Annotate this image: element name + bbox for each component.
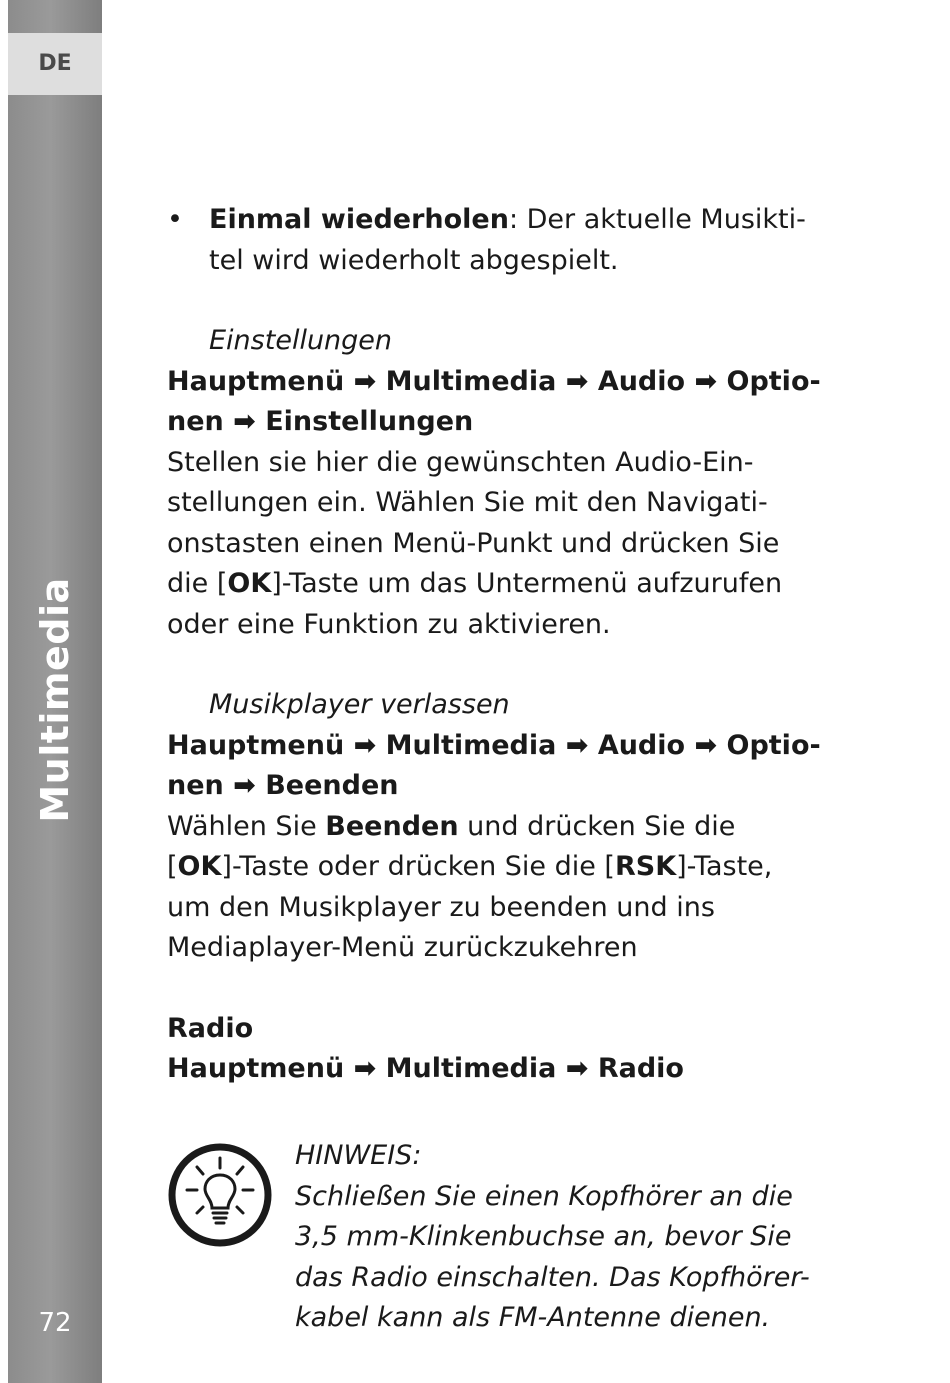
arrow-right-icon: ➡ bbox=[694, 365, 718, 397]
settings-nav-path-line1: Hauptmenü ➡ Multimedia ➡ Audio ➡ Optio- bbox=[167, 365, 821, 397]
note-line3: das Radio einschalten. Das Kopfhörer- bbox=[295, 1261, 810, 1293]
note-title: HINWEIS: bbox=[295, 1140, 422, 1171]
arrow-right-icon: ➡ bbox=[353, 729, 377, 761]
settings-body-line4: die [OK]-Taste um das Untermenü aufzurufen bbox=[167, 568, 783, 599]
settings-body-line2: stellungen ein. Wählen Sie mit den Navigati- bbox=[167, 487, 768, 518]
arrow-right-icon: ➡ bbox=[233, 406, 256, 437]
sidebar bbox=[8, 0, 102, 1383]
section-label: Multimedia bbox=[33, 577, 77, 823]
note-text bbox=[295, 1136, 855, 1339]
exit-body-line3: um den Musikplayer zu beenden und ins bbox=[167, 891, 715, 923]
note-line4: kabel kann als FM-Antenne dienen. bbox=[295, 1302, 771, 1333]
arrow-right-icon: ➡ bbox=[565, 365, 589, 397]
settings-body-line5: oder eine Funktion zu aktivieren. bbox=[167, 608, 611, 640]
note-line1: Schließen Sie einen Kopfhörer an die bbox=[295, 1180, 793, 1212]
exit-heading: Musikplayer verlassen bbox=[209, 689, 510, 720]
repeat-once-line2: tel wird wiederholt abgespielt. bbox=[209, 244, 619, 276]
repeat-once-line1: Einmal wiederholen: Der aktuelle Musikti- bbox=[209, 204, 806, 235]
settings-heading: Einstellungen bbox=[209, 325, 393, 356]
exit-nav-path-line2: nen ➡ Beenden bbox=[167, 770, 399, 801]
note-line2: 3,5 mm-Klinkenbuchse an, bevor Sie bbox=[295, 1221, 792, 1252]
exit-nav-path-line1: Hauptmenü ➡ Multimedia ➡ Audio ➡ Optio- bbox=[167, 729, 821, 761]
settings-body-line3: onstasten einen Menü-Punkt und drücken Sie bbox=[167, 527, 780, 559]
arrow-right-icon: ➡ bbox=[353, 365, 377, 397]
arrow-right-icon: ➡ bbox=[565, 729, 589, 761]
spacer bbox=[167, 969, 847, 1009]
exit-body-line2: [OK]-Taste oder drücken Sie die [RSK]-Taste, bbox=[167, 851, 773, 882]
radio-heading: Radio bbox=[167, 1012, 254, 1044]
arrow-right-icon: ➡ bbox=[353, 1053, 377, 1084]
exit-body-line1: Wählen Sie Beenden und drücken Sie die bbox=[167, 810, 736, 842]
spacer bbox=[167, 281, 847, 321]
settings-nav-path-line2: nen ➡ Einstellungen bbox=[167, 406, 474, 437]
radio-nav-path: Hauptmenü ➡ Multimedia ➡ Radio bbox=[167, 1053, 684, 1084]
repeat-once-item bbox=[167, 200, 847, 281]
page-number: 72 bbox=[38, 1308, 72, 1338]
arrow-right-icon: ➡ bbox=[565, 1053, 589, 1084]
arrow-right-icon: ➡ bbox=[233, 770, 256, 801]
bullet-icon: • bbox=[167, 204, 183, 235]
repeat-once-term: Einmal wiederholen bbox=[209, 204, 509, 235]
lightbulb-icon bbox=[167, 1142, 273, 1248]
settings-body-line1: Stellen sie hier die gewünschten Audio-Ein- bbox=[167, 446, 754, 478]
exit-body-line4: Mediaplayer-Menü zurückzukehren bbox=[167, 932, 638, 963]
arrow-right-icon: ➡ bbox=[694, 729, 718, 761]
ok-key: OK bbox=[227, 568, 272, 599]
spacer bbox=[167, 645, 847, 685]
language-tab: DE bbox=[8, 33, 102, 95]
main-content bbox=[167, 200, 847, 1090]
